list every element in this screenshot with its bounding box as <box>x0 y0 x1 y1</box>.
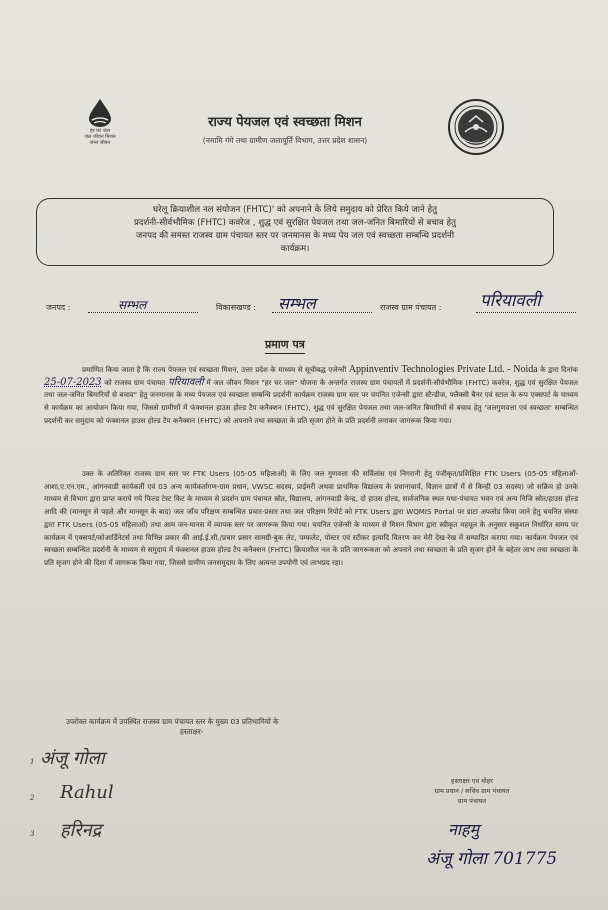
certificate-title: प्रमाण पत्र <box>265 337 305 354</box>
attendee-number: 1 <box>30 758 35 766</box>
block-value: सम्भल <box>278 294 316 313</box>
attendee-signature: Rahul <box>60 782 114 803</box>
p1-text-b: के द्वारा दिनांक <box>540 365 578 374</box>
up-government-seal-icon <box>447 98 505 156</box>
signatory-line: हस्ताक्षर एवं मोहर <box>451 777 493 785</box>
attendee-number: 3 <box>30 830 35 838</box>
signatory-line: ग्राम पंचायत <box>457 797 487 805</box>
har-ghar-jal-logo <box>70 98 130 146</box>
location-row <box>46 291 586 324</box>
topic-line: जनपद की समस्त राजस्व ग्राम पंचायत स्तर पर जनमानस के मध्य पेय जल एवं स्वच्छता सम्बन्धि प्रदर्शनी <box>135 231 455 241</box>
panchayat-inline: परियावली <box>167 376 204 388</box>
p1-text-d: में जल जीवन मिशन "हर घर जल" योजना के अन्तर्गत राजस्व ग्राम पंचायतों में प्रदर्शनी-सीर्वभौमिक (FHTC) कवरेज, शुद्ध एवं सुरक्षित पेयजल तथा जल-जनित बिमारियों से बचाव" हेतु जनमानस के मध्य पेयजल एवं स्वच्छता सम्बन्धि प्रदर्शनी कार्यक्रम राजस्व ग्राम स्तर पर चयनित एजेन्सी द्वारा स्टैन्डीज, फ्लैक्सी बैनर एवं स्टाल के रूप एक्सपर्ट के माध्यम से कार्यक्रम का आयोजन किया गया, जिससे ग्रामीणों में फंक्शनल हाउस होल्ड टैप कनैक्शन (FHTC), शुद्ध एवं सुरक्षित पेयजल तथा जल-जनित बिमारियों से बचाव हेतु 'जलगुणवत्ता एवं स्वच्छता' सम्बन्धित प्रदर्शनी कर समुदाय को फंक्शनल हाउस होल्ड टैप कनैक्शन (FHTC) को अपनाने तथा स्वच्छता के प्रति सृजग होने के प्रति प्रदर्शनी लगाकर जागरूक किया गया। <box>44 377 578 425</box>
attendee-signature: अंजू गोला <box>40 748 105 769</box>
panchayat-value: परियावली <box>480 291 541 311</box>
panchayat-label: राजस्व ग्राम पंचायत : <box>380 303 442 312</box>
signatory-block <box>392 776 552 806</box>
logo-tagline: हर घर जल जल जीवन मिशन जन्म जीवन <box>84 128 116 146</box>
attendees-intro: उपरोक्त कार्यक्रम में उपस्थित राजस्व ग्राम पंचायत स्तर के मुख्य 03 प्रतिभागियों के <box>66 717 279 726</box>
body-paragraph-1 <box>44 364 578 428</box>
body-paragraph-2 <box>44 468 578 570</box>
panchayat-line <box>476 312 576 313</box>
p1-text-a: प्रमाणित किया जाता है कि राज्य पेयजल एवं स्वच्छता मिशन, उत्तर प्रदेश के माध्यम से सूचीबद्ध एजेन्सी <box>82 365 347 374</box>
pradhan-signature: नाहमु <box>448 820 480 839</box>
org-title: राज्य पेयजल एवं स्वच्छता मिशन <box>208 115 362 130</box>
p2-text: उक्त के अतिरिक्त राजस्व ग्राम स्तर पर FTK Users (05-05 महिलाओं) के लिए जल गुणवत्ता की सर्विलांस एवं निगरानी हेतु पंजीकृत/प्रशिक्षित FTK Users (05-05 महिलाओं-आशा,ए.एन.एम., आंगनवाडी कार्यकर्ती एवं 03 अन्य कार्यकर्तागण-ग्राम प्रधान, VWSC सदस्य, प्राईमरी अथवा प्राथमिक विद्यालय के प्रधानाचार्य, विज्ञान छात्रों में से किन्ही 03 सदस्य) जो सक्रिय हो उनके माध्यम से विभाग द्वारा प्राप्त कराये गये फिल्ड टेस्ट किट के माध्यम से प्रदर्शन ग्राम पंचायत स्रोत, विद्यालय, आंगनवाडी केन्द्र, दो हाउस होल्ड, सार्वजनिक स्थल यथा-पंचायत भवन एवं अन्य निजि स्रोत/हाउस होल्ड आदि की (मानसून से पहले और मानसून के बाद) जल जाँच परिक्षण सम्बन्धित प्रचार-प्रसार तथा जल परिक्षण रिपोर्ट को FTK Users द्वारा WQMIS Portal पर डाटा अपलोड किया जाने हेतु चयनित संस्था द्वारा FTK Users (05-05 महिलाओं) तथा आम जन-मानस में व्यापक स्तर पर जागरूक किया गया। चयनित एजेन्सी के माध्यम से मिशन विभाग द्वारा स्वीकृत महयूल के अनुसार सकुशल निर्धारित समय पर कार्यक्रम में एक्सपर्ट/कोआर्डिनेटर्स तथा विभिन्न प्रकार की आई.ई.सी./प्रचार प्रसार सामग्री-बुक लेट, पम्फलेट, पोस्टर एवं स्टीकर इत्यादि वितरण कर मेरी देख-रेख में सम्पादित कराया गया। कार्यक्रम पेयजल एवं स्वच्छता सम्बन्धित प्रदर्शनी के माध्यम से समुदाय में फंक्शनल हाउस होल्ड टैप कनैक्शन (FHTC) क्रियाशील नल के प्रति जागरूकता को अपनाने तथा स्वच्छता के प्रति सृजग होने के बहेतर लाभ तथा स्वच्छता के प्रति सृजग होने की दिशा में जागरूक किया गया, जिससे ग्रामीण जनसमुदाय के लिए अत्यन्त उपयोगी एवं लाभप्रद रहा। <box>44 469 578 567</box>
attendees-intro-2: हस्ताक्षर- <box>180 727 204 736</box>
p1-text-c: को राजस्व ग्राम पंचायत <box>104 377 166 387</box>
water-drop-logo-icon <box>86 98 114 128</box>
district-value: सम्भल <box>118 298 147 312</box>
topic-line: प्रदर्शनी-सीर्वभौमिक (FHTC) कवरेज , शुद्ध एवं सुरक्षित पेयजल तथा जल-जनित बिमारियों से बचाव हेतु <box>133 218 456 228</box>
org-subtitle: (नमामि गंगे तथा ग्रामीण जलापूर्ति विभाग, उत्तर प्रदेश शासन) <box>202 136 368 145</box>
attendee-signature: हरिनद्र <box>60 820 102 841</box>
program-topic-box <box>36 198 554 266</box>
block-label: विकासखण्ड : <box>216 303 257 312</box>
program-date: 25-07-2023 <box>44 376 102 388</box>
signatory-line: ग्राम प्रधान / सचिव ग्राम पंचायत <box>434 787 510 795</box>
topic-line: घरेलू क्रियाशील नल संयोजन (FHTC)' को अपनाने के लिये समुदाय को प्रेरित किये जाने हेतु <box>153 205 437 215</box>
attendee-number: 2 <box>30 794 35 802</box>
agency-name: Appinventiv Technologies Private Ltd. - Noida <box>348 364 538 375</box>
pradhan-name-signature: अंजू गोला 701775 <box>426 849 558 869</box>
district-label: जनपद : <box>46 303 71 312</box>
topic-line: कार्यक्रम। <box>280 244 310 254</box>
